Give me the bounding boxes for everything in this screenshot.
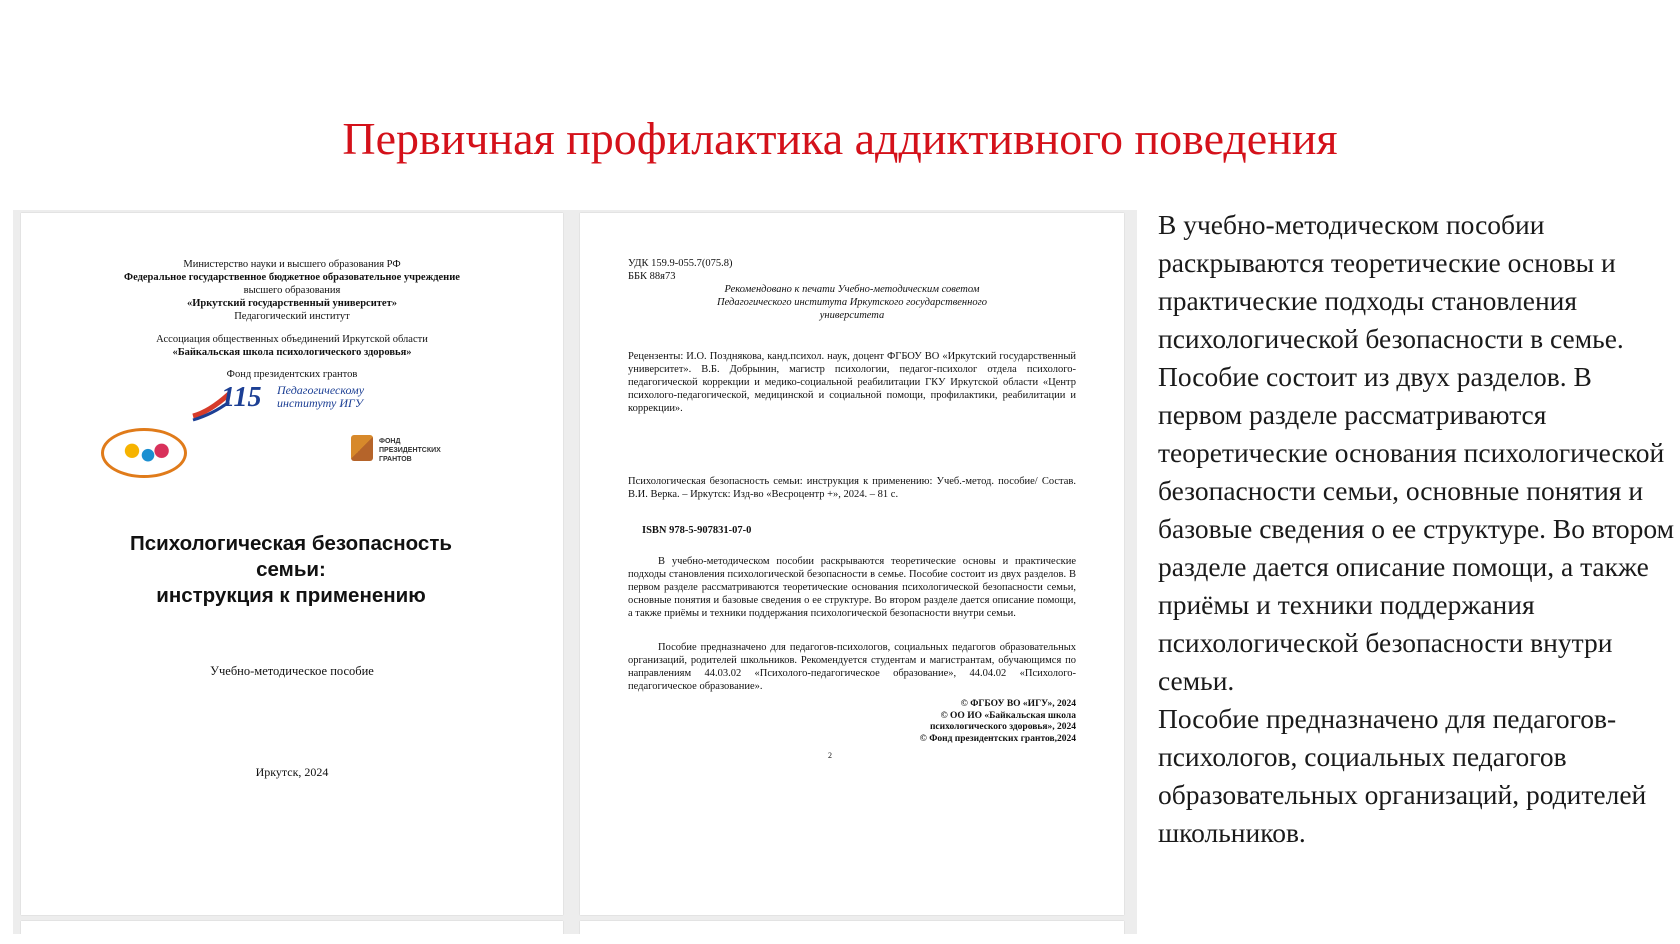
udk-code: УДК 159.9-055.7(075.8) xyxy=(628,258,733,269)
header-line: Федеральное государственное бюджетное образовательное учреждение xyxy=(124,272,460,283)
book-title-line: семьи: xyxy=(256,558,326,581)
logo-line: Педагогическому xyxy=(277,383,365,397)
header-line: Педагогический институт xyxy=(234,311,350,322)
description-paragraph: Пособие предназначено для педагогов-психологов, социальных педагогов образовательных организаций, родителей школьников. xyxy=(1158,703,1647,848)
slide-title: Первичная профилактика аддиктивного поведения xyxy=(342,113,1338,164)
logo-number: 115 xyxy=(221,382,262,413)
book-title xyxy=(81,531,501,609)
copyright-line: © Фонд президентских грантов,2024 xyxy=(919,733,1076,744)
citation: Психологическая безопасность семьи: инструкция к применению: Учеб.-метод. пособие/ Состав. В.И. Верка. – Иркутск: Изд-во «Весроцентр +», 2024. – 81 с. xyxy=(628,476,1076,500)
header-line: высшего образования xyxy=(243,285,341,296)
copyright-line: психологического здоровья», 2024 xyxy=(929,722,1076,732)
next-page-edge xyxy=(21,921,563,934)
presidential-grants-logo xyxy=(351,433,451,473)
fund-label: Фонд президентских грантов xyxy=(226,369,358,380)
reviewers: Рецензенты: И.О. Позднякова, канд.психол. наук, доцент ФГБОУ ВО «Иркутский государственный университет». В.Б. Добрынин, магистр психологии, педагог-психолог отдела психолого-педагогической коррекции и медико-социальной реабилитации ГКУ Иркутской области «Центр психолого-педагогической, медицинской и социальной помощи, профилактики, реабилитации и коррекции». xyxy=(628,351,1076,414)
fond-logo-line: ПРЕЗИДЕНТСКИХ xyxy=(379,447,441,454)
place-year: Иркутск, 2024 xyxy=(255,765,329,779)
header-line: «Иркутский государственный университет» xyxy=(187,298,397,309)
copyright-line: © ФГБОУ ВО «ИГУ», 2024 xyxy=(960,699,1076,709)
association-line: Ассоциация общественных объединений Иркутской области xyxy=(156,334,428,345)
book-title-page xyxy=(21,213,563,915)
recommended-line: университета xyxy=(819,310,885,321)
book-description xyxy=(1158,206,1678,852)
logo-text xyxy=(277,384,364,410)
book-imprint-page xyxy=(580,213,1124,915)
book-title-line: Психологическая безопасность xyxy=(130,532,452,555)
copyright-line: © ОО ИО «Байкальская школа xyxy=(940,710,1076,721)
abstract-paragraph: Пособие предназначено для педагогов-психологов, социальных педагогов образовательных организаций, родителей школьников. Рекомендуется студентам и магистрантам, обучающимся по направлениям 44.03.02 «Психолого-педагогическое образование», 44.04.02 «Психолого-педагогическое образование». xyxy=(628,642,1076,692)
isbn: ISBN 978-5-907831-07-0 xyxy=(642,525,752,536)
fond-logo-line: ФОНД xyxy=(379,438,401,445)
page-number: 2 xyxy=(828,751,832,760)
fond-mark-icon xyxy=(351,435,373,461)
header-line: Министерство науки и высшего образования РФ xyxy=(183,259,401,270)
ministry-header xyxy=(61,258,523,323)
book-title-line: инструкция к применению xyxy=(156,584,426,607)
association-block xyxy=(61,333,523,359)
abstract-paragraph: В учебно-методическом пособии раскрываются теоретические основы и практические подходы становления психологической безопасности в семье. Пособие состоит из двух разделов. В первом разделе рассматриваются теоретические основания психологической безопасности семьи, основные понятия и базовые сведения о ее структуре. Во втором разделе дается описание помощи, а также приёмы и техники поддержания психологической безопасности внутри семьи. xyxy=(628,556,1076,619)
logo-line: институту ИГУ xyxy=(277,396,363,410)
book-scan xyxy=(13,210,1137,934)
association-line: «Байкальская школа психологического здоровья» xyxy=(172,347,412,358)
fond-logo-line: ГРАНТОВ xyxy=(379,456,412,463)
description-paragraph: В учебно-методическом пособии раскрываются теоретические основы и практические подходы становления психологической безопасности в семье. Пособие состоит из двух разделов. В первом разделе рассматриваются теоретические основания психологической безопасности семьи, основные понятия и базовые сведения о ее структуре. Во втором разделе дается описание помощи, а также приёмы и техники поддержания психологической безопасности внутри семьи. xyxy=(1158,209,1674,696)
bbk-code: ББК 88я73 xyxy=(628,271,676,282)
baikal-school-logo-icon xyxy=(101,428,187,478)
copyright-block xyxy=(810,699,1076,745)
classification-codes xyxy=(628,257,1048,283)
next-page-edge xyxy=(580,921,1124,934)
recommended-line: Педагогического института Иркутского государственного xyxy=(717,297,987,308)
book-subtitle: Учебно-методическое пособие xyxy=(210,664,374,678)
recommended-line: Рекомендовано к печати Учебно-методическим советом xyxy=(724,284,980,295)
fond-logo-text xyxy=(379,437,441,464)
institute-anniversary-logo xyxy=(191,378,381,428)
recommended-note xyxy=(628,283,1076,322)
